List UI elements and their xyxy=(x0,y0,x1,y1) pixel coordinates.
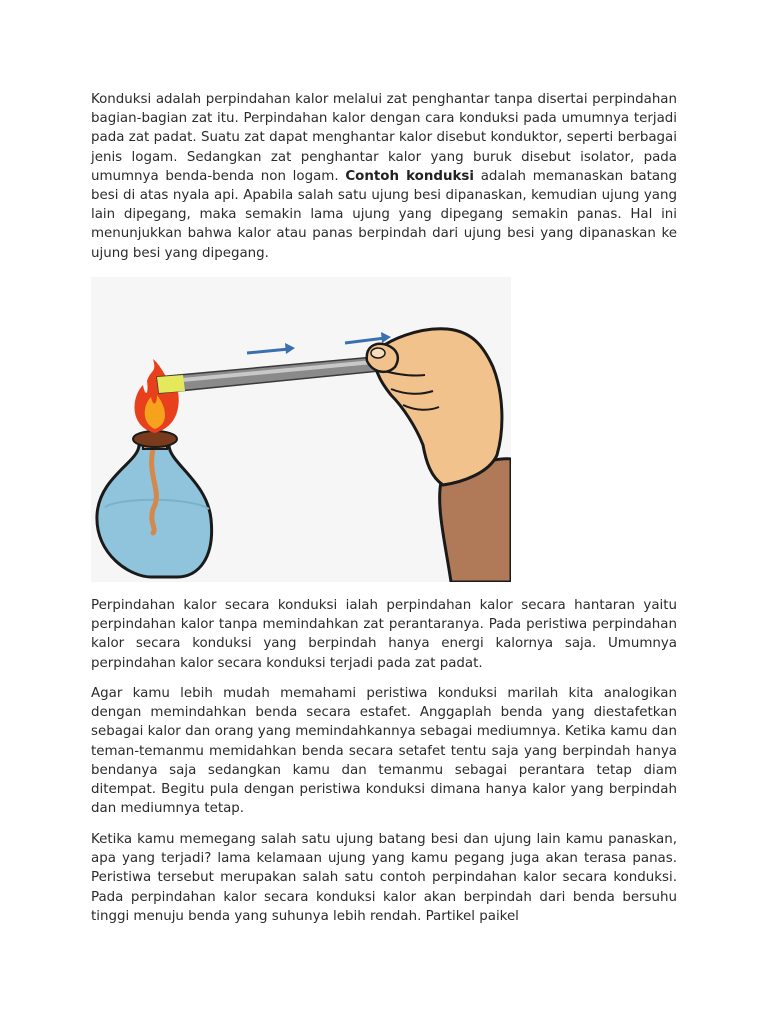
paragraph-intro-text: Konduksi adalah perpindahan kalor melalui zat penghantar tanpa disertai perpindahan bagian-bagian zat itu. Perpindahan kalor dengan cara konduksi pada umumnya terjadi pada zat padat. Suatu zat dapat menghantar kalor disebut konduktor, seperti berbagai jenis logam. Sedangkan zat penghantar kalor yang buruk disebut isolator, pada umumnya benda-benda non logam. xyxy=(91,92,677,184)
paragraph-analogy: Agar kamu lebih mudah memahami peristiwa konduksi marilah kita analogikan dengan memindahkan benda secara estafet. Anggaplah benda yang diestafetkan sebagai kalor dan orang yang memindahkannya sebagai mediumnya. Ketika kamu dan teman-temanmu memidahkan benda secara setafet tentu saja yang berpindah hanya bendanya saja sedangkan kamu dan temanmu sebagai perantara tetap diam ditempat. Begitu pula dengan peristiwa konduksi dimana hanya kalor yang berpindah dan mediumnya tetap. xyxy=(91,686,677,817)
illustration-svg xyxy=(91,277,511,582)
thumbnail xyxy=(371,348,385,358)
paragraph-intro xyxy=(91,90,677,263)
burner-cap xyxy=(133,431,177,447)
bold-phrase-contoh-konduksi: Contoh konduksi xyxy=(345,168,474,184)
conduction-illustration xyxy=(91,277,511,582)
rod-hot-end xyxy=(157,375,185,393)
paragraph-intro-text-continued: adalah memanaskan batang besi di atas nyala api. Apabila salah satu ujung besi dipanaskan, kemudian ujung yang lain dipegang, maka semakin lama ujung yang dipegang semakin panas. Hal ini menunjukkan bahwa kalor atau panas berpindah dari ujung besi yang dipanaskan ke ujung besi yang dipegang. xyxy=(91,168,678,261)
paragraph-example: Ketika kamu memegang salah satu ujung batang besi dan ujung lain kamu panaskan, apa yang terjadi? lama kelamaan ujung yang kamu pegang juga akan terasa panas. Peristiwa tersebut merupakan salah satu contoh perpindahan kalor secara konduksi. Pada perpindahan kalor secara konduksi kalor akan berpindah dari benda bersuhu tinggi menuju benda yang suhunya lebih rendah. Partikel paikel xyxy=(91,832,677,924)
paragraph-definition: Perpindahan kalor secara konduksi ialah perpindahan kalor secara hantaran yaitu perpindahan kalor tanpa memindahkan zat perantaranya. Pada peristiwa perpindahan kalor secara konduksi yang berpindah hanya energi kalornya saja. Umumnya perpindahan kalor secara konduksi terjadi pada zat padat. xyxy=(91,598,677,671)
heat-arrow-1 xyxy=(247,343,295,354)
heat-arrow-2 xyxy=(345,332,391,343)
